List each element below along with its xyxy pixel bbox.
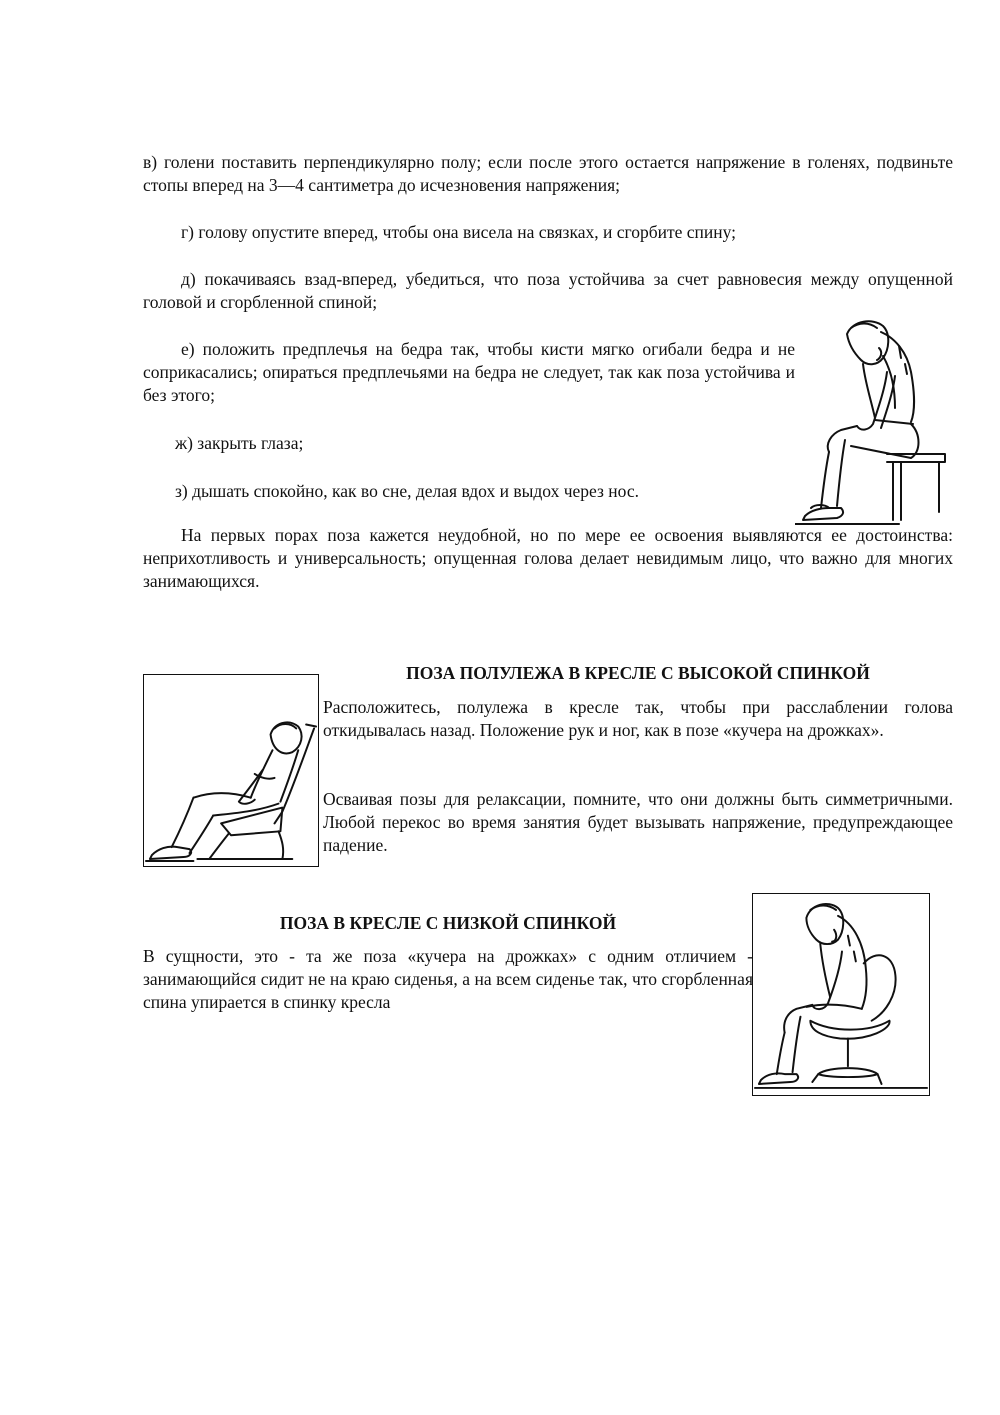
- paragraph-v: в) голени поставить перпендикулярно полу; если после этого остается напряжение в голенях, подвиньте стопы вперед на 3—4 сантиметра до исчезновения напряжения;: [143, 152, 953, 195]
- paragraph-high-back-1: Расположитесь, полулежа в кресле так, чтобы при расслаблении голова откидывалась назад. Положение рук и ног, как в позе «кучера на дрожках».: [323, 697, 953, 740]
- hunched-man-in-swivel-chair-illustration: [752, 893, 930, 1096]
- paragraph-low-back-1: В сущности, это - та же поза «кучера на дрожках» с одним отличием - занимающийся сидит не на краю сиденья, а на всем сиденье так, что сгорбленная спина упирается в спинку кресла: [143, 946, 753, 1012]
- seated-man-on-stool-illustration: [795, 312, 950, 527]
- paragraph-d: д) покачиваясь взад-вперед, убедиться, что поза устойчива за счет равновесия между опущенной головой и сгорбленной спиной;: [143, 269, 953, 312]
- paragraph-z: з) дышать спокойно, как во сне, делая вдох и выдох через нос.: [175, 481, 639, 501]
- paragraph-zh: ж) закрыть глаза;: [175, 433, 304, 453]
- paragraph-final: На первых порах поза кажется неудобной, но по мере ее освоения выявляются ее достоинства: неприхотливость и универсальность; опущенная голова делает невидимым лицо, что важно для многих занимающихся.: [143, 525, 953, 591]
- paragraph-g: г) голову опустите вперед, чтобы она висела на связках, и сгорбите спину;: [181, 222, 737, 242]
- section-heading-low-back: ПОЗА В КРЕСЛЕ С НИЗКОЙ СПИНКОЙ: [279, 913, 617, 933]
- paragraph-e: е) положить предплечья на бедра так, чтобы кисти мягко огибали бедра и не соприкасались; опираться предплечьями на бедра не следует, так как поза устойчива и без этого;: [143, 339, 795, 405]
- reclining-man-in-chair-illustration: [143, 674, 319, 867]
- section-heading-high-back: ПОЗА ПОЛУЛЕЖА В КРЕСЛЕ С ВЫСОКОЙ СПИНКОЙ: [406, 663, 870, 683]
- paragraph-high-back-2: Осваивая позы для релаксации, помните, что они должны быть симметричными. Любой перекос во время занятия будет вызывать напряжение, предупреждающее падение.: [323, 789, 953, 855]
